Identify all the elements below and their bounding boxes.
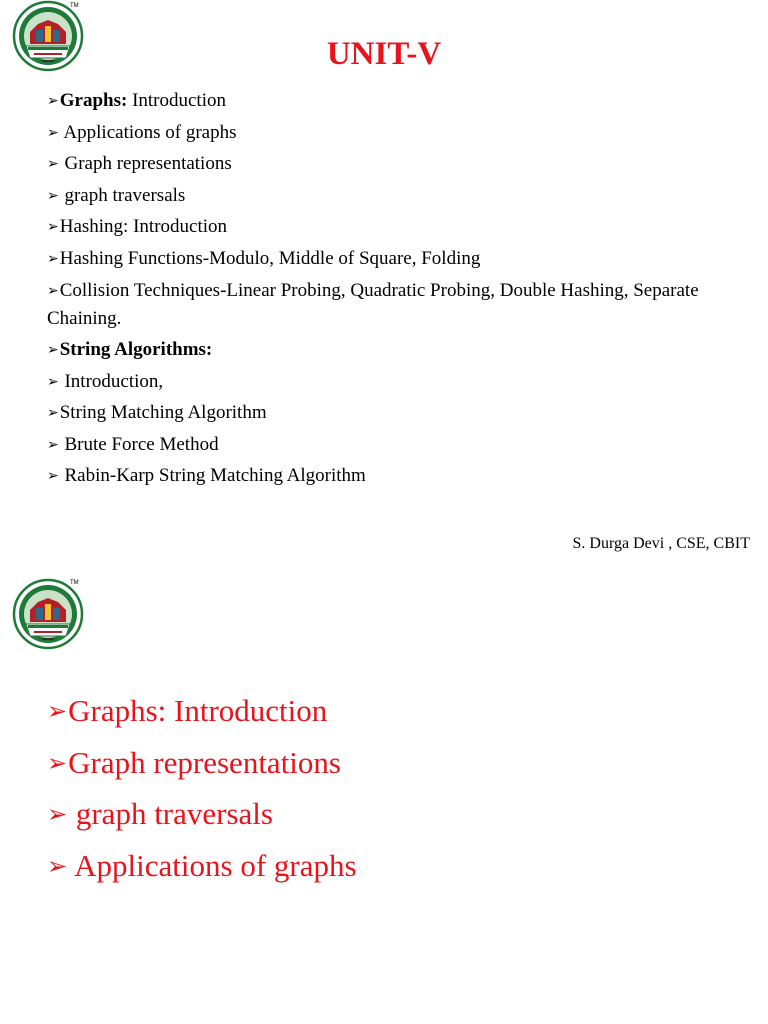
list-item [47,367,747,399]
arrow-bullet-icon: ➢ [47,750,68,777]
arrow-bullet-icon: ➢ [47,94,59,109]
arrow-bullet-icon: ➢ [47,220,59,235]
arrow-bullet-icon: ➢ [47,802,68,828]
arrow-bullet-icon: ➢ [47,343,59,358]
item-text: Graph representations [68,744,341,780]
item-text: Applications of graphs [68,847,357,883]
list-item [47,118,747,150]
arrow-bullet-icon: ➢ [47,125,59,141]
topic-text: Introduction, [59,370,164,392]
page-title: UNIT-V [326,36,442,72]
topic-text: Rabin-Karp String Matching Algorithm [59,465,366,486]
topic-heading: Graphs: [59,90,128,111]
topic-text: Hashing: Introduction [59,216,228,237]
item-text: Graphs: Introduction [68,693,328,728]
list-item [47,686,357,738]
arrow-bullet-icon: ➢ [47,699,68,725]
list-item [47,277,747,332]
trademark-mark: TM [70,3,79,9]
topic-text: graph traversals [59,184,186,206]
list-item [47,86,747,118]
list-item [47,738,357,790]
arrow-bullet-icon: ➢ [47,406,59,421]
list-item [47,244,747,276]
list-item [47,398,747,430]
arrow-bullet-icon: ➢ [47,157,59,172]
item-text: graph traversals [68,796,273,831]
topic-text: Hashing Functions-Modulo, Middle of Square, Folding [59,247,481,269]
list-item [47,212,747,244]
institute-logo [12,578,84,650]
arrow-bullet-icon: ➢ [47,188,59,204]
list-item [47,789,357,841]
arrow-bullet-icon: ➢ [47,251,59,267]
author-credit: S. Durga Devi , CSE, CBIT [572,535,750,552]
list-item [47,181,747,213]
arrow-bullet-icon: ➢ [47,469,59,484]
arrow-bullet-icon: ➢ [47,374,59,390]
list-item [47,335,747,367]
topic-text: String Matching Algorithm [59,402,267,423]
arrow-bullet-icon: ➢ [47,437,59,453]
slide-graphs-overview [0,560,768,1024]
list-item [47,149,747,181]
topic-text: Applications of graphs [59,121,237,143]
arrow-bullet-icon: ➢ [47,853,68,880]
list-item [47,841,357,893]
topic-list [47,86,747,493]
trademark-mark: TM [70,580,79,586]
topic-text: Brute Force Method [59,433,219,455]
topic-text: Introduction [127,90,226,111]
topic-text: Collision Techniques-Linear Probing, Quadratic Probing, Double Hashing, Separate Chaining. [47,280,699,329]
topic-heading: String Algorithms: [59,339,213,360]
list-item [47,461,747,493]
highlight-list [47,686,357,892]
topic-text: Graph representations [59,153,232,174]
arrow-bullet-icon: ➢ [47,284,59,299]
list-item [47,430,747,462]
